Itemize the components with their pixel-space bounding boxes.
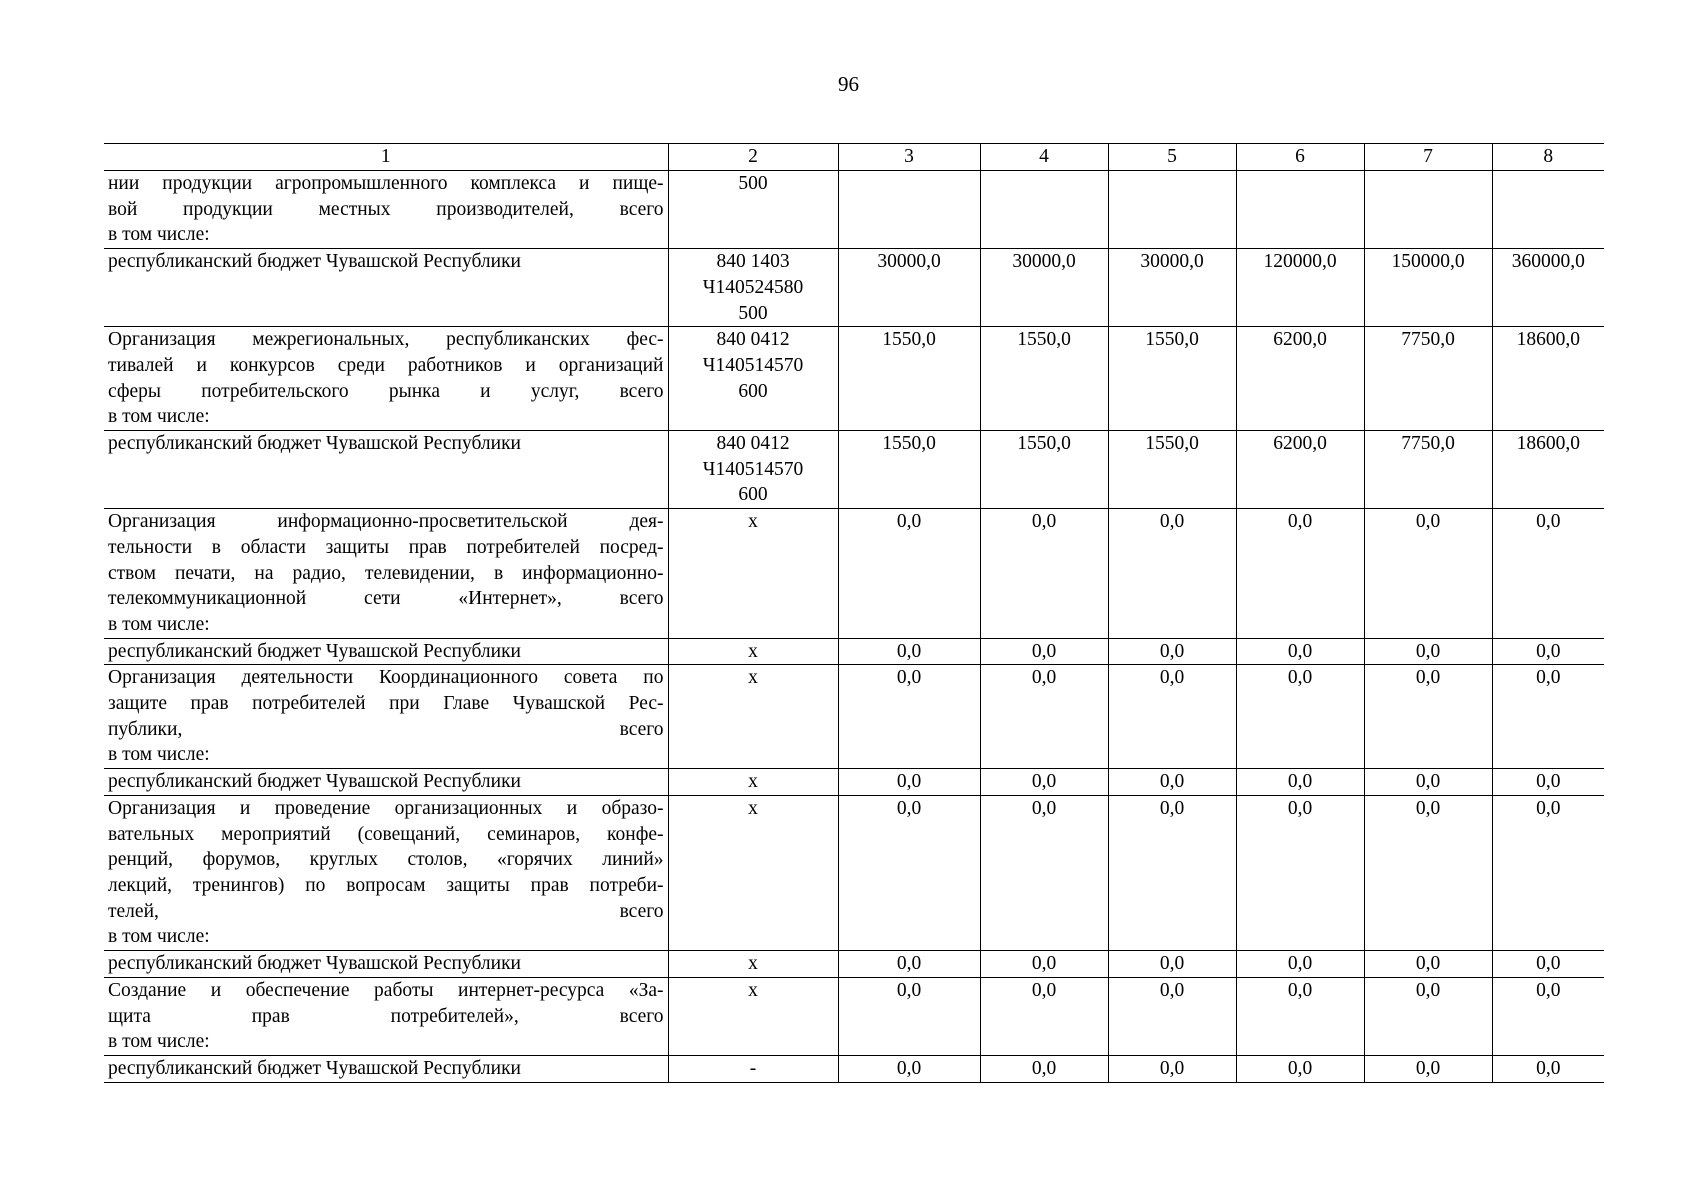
- value-cell: 18600,0: [1492, 327, 1604, 431]
- value-cell: 0,0: [1492, 769, 1604, 796]
- budget-code-line: х: [748, 797, 758, 819]
- value-cell: 0,0: [1364, 638, 1492, 665]
- value-cell: 0,0: [1364, 665, 1492, 769]
- value-cell: 0,0: [838, 638, 980, 665]
- item-name-cell: [104, 769, 668, 796]
- value-cell: 0,0: [1108, 795, 1236, 950]
- item-name-cell: [104, 951, 668, 978]
- item-name-line: ством печати, на радио, телевидении, в информационно-: [108, 562, 664, 584]
- item-name-line: ренций, форумов, круглых столов, «горячих линий»: [108, 849, 664, 871]
- item-name-line: щита прав потребителей», всего: [108, 1005, 664, 1027]
- budget-code-line: х: [748, 771, 758, 793]
- value-cell: 360000,0: [1492, 249, 1604, 327]
- item-name-line: телей, всего: [108, 900, 664, 922]
- value-cell: 0,0: [838, 509, 980, 639]
- budget-code-line: х: [748, 667, 758, 689]
- item-name-cell: [104, 977, 668, 1055]
- item-name-cell: [104, 665, 668, 769]
- budget-code-line: х: [748, 953, 758, 975]
- table-row: [104, 171, 1604, 249]
- value-cell: [980, 171, 1108, 249]
- item-name-line: лекций, тренингов) по вопросам защиты прав потреби-: [108, 874, 664, 896]
- budget-code-cell: [668, 977, 838, 1055]
- value-cell: 0,0: [980, 795, 1108, 950]
- budget-code-line: х: [748, 640, 758, 662]
- item-name-cell: [104, 171, 668, 249]
- table-row: [104, 769, 1604, 796]
- item-name-cell: [104, 509, 668, 639]
- item-name-line: в том числе:: [108, 1031, 210, 1053]
- value-cell: 7750,0: [1364, 327, 1492, 431]
- value-cell: 0,0: [1236, 638, 1364, 665]
- budget-code-cell: [668, 638, 838, 665]
- value-cell: 0,0: [1108, 638, 1236, 665]
- value-cell: 0,0: [980, 1055, 1108, 1082]
- item-name-line: в том числе:: [108, 613, 210, 635]
- table-row: [104, 431, 1604, 509]
- item-name-line: Организация и проведение организационных и образо-: [108, 797, 664, 819]
- value-cell: 18600,0: [1492, 431, 1604, 509]
- value-cell: 0,0: [1236, 1055, 1364, 1082]
- budget-code-cell: [668, 795, 838, 950]
- budget-code-cell: [668, 665, 838, 769]
- item-name-line: республиканский бюджет Чувашской Республики: [108, 640, 521, 662]
- item-name-line: республиканский бюджет Чувашской Республики: [108, 771, 521, 793]
- budget-code-cell: [668, 951, 838, 978]
- table-row: [104, 249, 1604, 327]
- table-row: [104, 638, 1604, 665]
- budget-code-cell: [668, 171, 838, 249]
- column-header: 4: [980, 144, 1108, 171]
- value-cell: 0,0: [1108, 509, 1236, 639]
- value-cell: 0,0: [1236, 977, 1364, 1055]
- item-name-line: нии продукции агропромышленного комплекса и пище-: [108, 173, 664, 194]
- value-cell: [838, 171, 980, 249]
- item-name-cell: [104, 327, 668, 431]
- item-name-line: Организация информационно-просветительской дея-: [108, 511, 664, 533]
- column-header: 2: [668, 144, 838, 171]
- budget-code-cell: [668, 509, 838, 639]
- item-name-line: республиканский бюджет Чувашской Республики: [108, 953, 521, 975]
- budget-code-line: Ч140524580: [702, 276, 804, 298]
- value-cell: 1550,0: [980, 431, 1108, 509]
- budget-code-line: 500: [738, 173, 768, 194]
- value-cell: 0,0: [838, 977, 980, 1055]
- value-cell: 1550,0: [838, 431, 980, 509]
- value-cell: 30000,0: [838, 249, 980, 327]
- value-cell: [1492, 171, 1604, 249]
- column-header: 6: [1236, 144, 1364, 171]
- value-cell: 0,0: [838, 795, 980, 950]
- budget-code-line: х: [748, 511, 758, 533]
- value-cell: 0,0: [1236, 795, 1364, 950]
- value-cell: [1364, 171, 1492, 249]
- value-cell: 0,0: [980, 509, 1108, 639]
- item-name-line: Создание и обеспечение работы интернет-ресурса «За-: [108, 979, 664, 1001]
- value-cell: 0,0: [1364, 509, 1492, 639]
- item-name-line: вой продукции местных производителей, всего: [108, 198, 664, 220]
- value-cell: 0,0: [980, 769, 1108, 796]
- value-cell: 0,0: [1492, 665, 1604, 769]
- value-cell: 0,0: [1364, 951, 1492, 978]
- item-name-line: защите прав потребителей при Главе Чувашской Рес-: [108, 693, 664, 715]
- table-row: [104, 509, 1604, 639]
- value-cell: 0,0: [838, 769, 980, 796]
- table-row: [104, 977, 1604, 1055]
- table-row: [104, 1055, 1604, 1082]
- column-header: 3: [838, 144, 980, 171]
- budget-code-line: 840 1403: [716, 251, 790, 273]
- item-name-line: в том числе:: [108, 744, 210, 766]
- item-name-line: тельности в области защиты прав потребителей посред-: [108, 536, 664, 558]
- budget-code-line: 600: [738, 380, 768, 402]
- value-cell: 7750,0: [1364, 431, 1492, 509]
- budget-code-cell: [668, 769, 838, 796]
- budget-code-line: 500: [738, 302, 768, 324]
- item-name-line: публики, всего: [108, 718, 664, 740]
- value-cell: 0,0: [1492, 795, 1604, 950]
- value-cell: 0,0: [838, 665, 980, 769]
- budget-code-cell: [668, 327, 838, 431]
- value-cell: 120000,0: [1236, 249, 1364, 327]
- value-cell: 30000,0: [1108, 249, 1236, 327]
- value-cell: 0,0: [1492, 977, 1604, 1055]
- item-name-line: республиканский бюджет Чувашской Республики: [108, 1057, 521, 1079]
- budget-table: [104, 143, 1604, 1083]
- value-cell: 0,0: [1364, 977, 1492, 1055]
- table-row: [104, 665, 1604, 769]
- value-cell: 0,0: [1236, 951, 1364, 978]
- table-row: [104, 327, 1604, 431]
- budget-code-line: 840 0412: [716, 329, 790, 351]
- value-cell: 30000,0: [980, 249, 1108, 327]
- item-name-line: сферы потребительского рынка и услуг, всего: [108, 380, 664, 402]
- item-name-line: в том числе:: [108, 926, 210, 948]
- value-cell: 1550,0: [1108, 431, 1236, 509]
- column-header: 7: [1364, 144, 1492, 171]
- value-cell: 0,0: [1108, 665, 1236, 769]
- value-cell: [1108, 171, 1236, 249]
- column-header: 8: [1492, 144, 1604, 171]
- item-name-line: в том числе:: [108, 406, 210, 428]
- budget-code-cell: [668, 431, 838, 509]
- column-header: 5: [1108, 144, 1236, 171]
- item-name-cell: [104, 638, 668, 665]
- item-name-line: тивалей и конкурсов среди работников и организаций: [108, 354, 664, 376]
- budget-code-line: 600: [738, 484, 768, 506]
- item-name-line: республиканский бюджет Чувашской Республики: [108, 433, 521, 455]
- column-header: 1: [104, 144, 668, 171]
- budget-code-line: х: [748, 979, 758, 1001]
- value-cell: 0,0: [1108, 951, 1236, 978]
- item-name-line: в том числе:: [108, 224, 210, 246]
- value-cell: 0,0: [1236, 665, 1364, 769]
- value-cell: 1550,0: [1108, 327, 1236, 431]
- value-cell: 0,0: [1492, 638, 1604, 665]
- value-cell: 0,0: [1364, 769, 1492, 796]
- value-cell: [1236, 171, 1364, 249]
- value-cell: 0,0: [980, 638, 1108, 665]
- value-cell: 0,0: [1236, 769, 1364, 796]
- value-cell: 0,0: [1492, 951, 1604, 978]
- page-number: 96: [838, 72, 859, 96]
- value-cell: 6200,0: [1236, 431, 1364, 509]
- item-name-cell: [104, 249, 668, 327]
- item-name-line: Организация межрегиональных, республиканских фес-: [108, 329, 664, 351]
- table-row: [104, 795, 1604, 950]
- item-name-line: вательных мероприятий (совещаний, семинаров, конфе-: [108, 823, 664, 845]
- budget-code-line: Ч140514570: [702, 354, 804, 376]
- value-cell: 0,0: [980, 665, 1108, 769]
- value-cell: 0,0: [1364, 795, 1492, 950]
- item-name-cell: [104, 795, 668, 950]
- budget-code-cell: [668, 249, 838, 327]
- value-cell: 6200,0: [1236, 327, 1364, 431]
- header-row: [104, 144, 1604, 171]
- item-name-line: республиканский бюджет Чувашской Республики: [108, 251, 521, 273]
- value-cell: 0,0: [1108, 769, 1236, 796]
- value-cell: 1550,0: [980, 327, 1108, 431]
- value-cell: 150000,0: [1364, 249, 1492, 327]
- value-cell: 0,0: [838, 1055, 980, 1082]
- value-cell: 0,0: [1364, 1055, 1492, 1082]
- budget-code-line: -: [749, 1057, 757, 1079]
- budget-code-line: 840 0412: [716, 433, 790, 455]
- value-cell: 0,0: [1236, 509, 1364, 639]
- value-cell: 0,0: [1492, 1055, 1604, 1082]
- item-name-line: телекоммуникационной сети «Интернет», всего: [108, 588, 664, 610]
- value-cell: 0,0: [1108, 977, 1236, 1055]
- budget-code-cell: [668, 1055, 838, 1082]
- item-name-cell: [104, 431, 668, 509]
- value-cell: 0,0: [1492, 509, 1604, 639]
- item-name-cell: [104, 1055, 668, 1082]
- value-cell: 0,0: [1108, 1055, 1236, 1082]
- value-cell: 0,0: [980, 951, 1108, 978]
- table-row: [104, 951, 1604, 978]
- item-name-line: Организация деятельности Координационного совета по: [108, 667, 664, 689]
- value-cell: 1550,0: [838, 327, 980, 431]
- budget-code-line: Ч140514570: [702, 458, 804, 480]
- value-cell: 0,0: [980, 977, 1108, 1055]
- value-cell: 0,0: [838, 951, 980, 978]
